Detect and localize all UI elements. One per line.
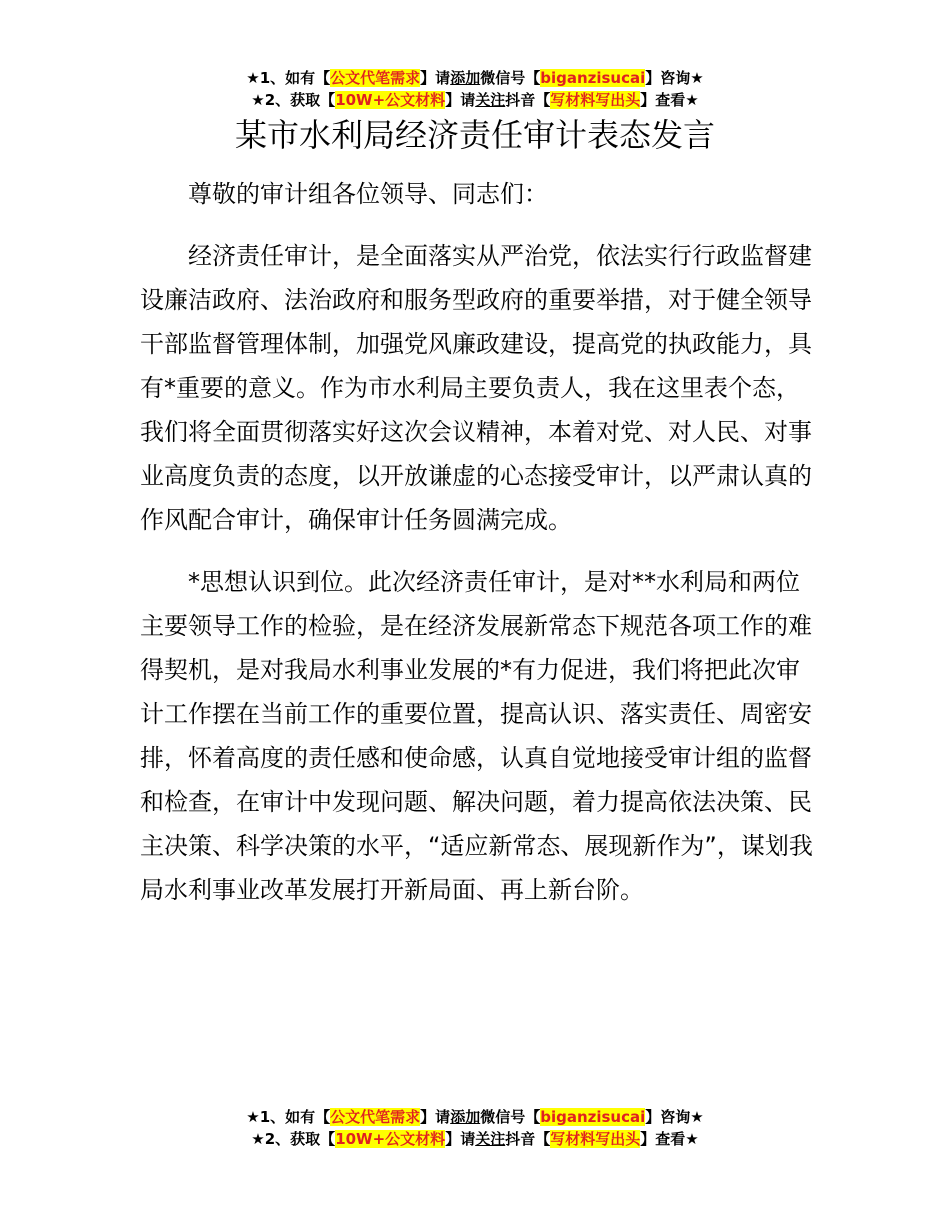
footer-line-1-underlined: 添加: [450, 1108, 481, 1126]
footer-highlight-materials: 10W+公文材料: [335, 1130, 446, 1148]
promo-line-1-middle2: 微信号【: [480, 69, 541, 87]
promo-line-2-middle1: 】请: [445, 91, 476, 109]
promo-highlight-wechat-id: biganzisucai: [540, 69, 646, 87]
promo-line-2-middle2: 抖音【: [505, 91, 551, 109]
promo-highlight-ghostwriting: 公文代笔需求: [330, 69, 421, 87]
promo-line-1-underlined: 添加: [450, 69, 481, 87]
footer-line-2-suffix: 】查看★: [640, 1130, 699, 1148]
footer-promo-line-1: [0, 1106, 950, 1128]
paragraph-1: 经济责任审计，是全面落实从严治党，依法实行行政监督建设廉洁政府、法治政府和服务型政府的重要举措，对于健全领导干部监督管理体制，加强党风廉政建设，提高党的执政能力，具有*重要的意义。作为市水利局主要负责人，我在这里表个态，我们将全面贯彻落实好这次会议精神，本着对党、对人民、对事业高度负责的态度，以开放谦虚的心态接受审计，以严肃认真的作风配合审计，确保审计任务圆满完成。: [140, 242, 812, 534]
document-title: 某市水利局经济责任审计表态发言: [234, 116, 715, 154]
header-promo-banner: [0, 67, 950, 111]
footer-line-2-middle1: 】请: [445, 1130, 476, 1148]
footer-highlight-douyin: 写材料写出头: [550, 1130, 641, 1148]
paragraph-2: *思想认识到位。此次经济责任审计，是对**水利局和两位主要领导工作的检验，是在经济发展新常态下规范各项工作的难得契机，是对我局水利事业发展的*有力促进，我们将把此次审计工作摆在当前工作的重要位置，提高认识、落实责任、周密安排，怀着高度的责任感和使命感，认真自觉地接受审计组的监督和检查，在审计中发现问题、解决问题，着力提高依法决策、民主决策、科学决策的水平，“适应新常态、展现新作为”，谋划我局水利事业改革发展打开新局面、再上新台阶。: [140, 568, 813, 904]
footer-line-2-prefix: ★2、获取【: [251, 1130, 336, 1148]
footer-line-1-middle2: 微信号【: [480, 1108, 541, 1126]
footer-promo-line-2: [0, 1128, 950, 1150]
footer-line-2-underlined: 关注: [475, 1130, 506, 1148]
promo-highlight-materials: 10W+公文材料: [335, 91, 446, 109]
footer-promo-banner: [0, 1106, 950, 1150]
promo-highlight-douyin: 写材料写出头: [550, 91, 641, 109]
document-body: [140, 172, 820, 912]
promo-line-1: [0, 67, 950, 89]
promo-line-1-prefix: ★1、如有【: [246, 69, 331, 87]
greeting: 尊敬的审计组各位领导、同志们：: [188, 180, 548, 208]
footer-highlight-wechat-id: biganzisucai: [540, 1108, 646, 1126]
footer-line-1-prefix: ★1、如有【: [246, 1108, 331, 1126]
footer-highlight-ghostwriting: 公文代笔需求: [330, 1108, 421, 1126]
promo-line-1-middle1: 】请: [420, 69, 451, 87]
promo-line-2-suffix: 】查看★: [640, 91, 699, 109]
promo-line-2-prefix: ★2、获取【: [251, 91, 336, 109]
footer-line-2-middle2: 抖音【: [505, 1130, 551, 1148]
footer-line-1-suffix: 】咨询★: [645, 1108, 704, 1126]
promo-line-2: [0, 89, 950, 111]
footer-line-1-middle1: 】请: [420, 1108, 451, 1126]
promo-line-2-underlined: 关注: [475, 91, 506, 109]
promo-line-1-suffix: 】咨询★: [645, 69, 704, 87]
